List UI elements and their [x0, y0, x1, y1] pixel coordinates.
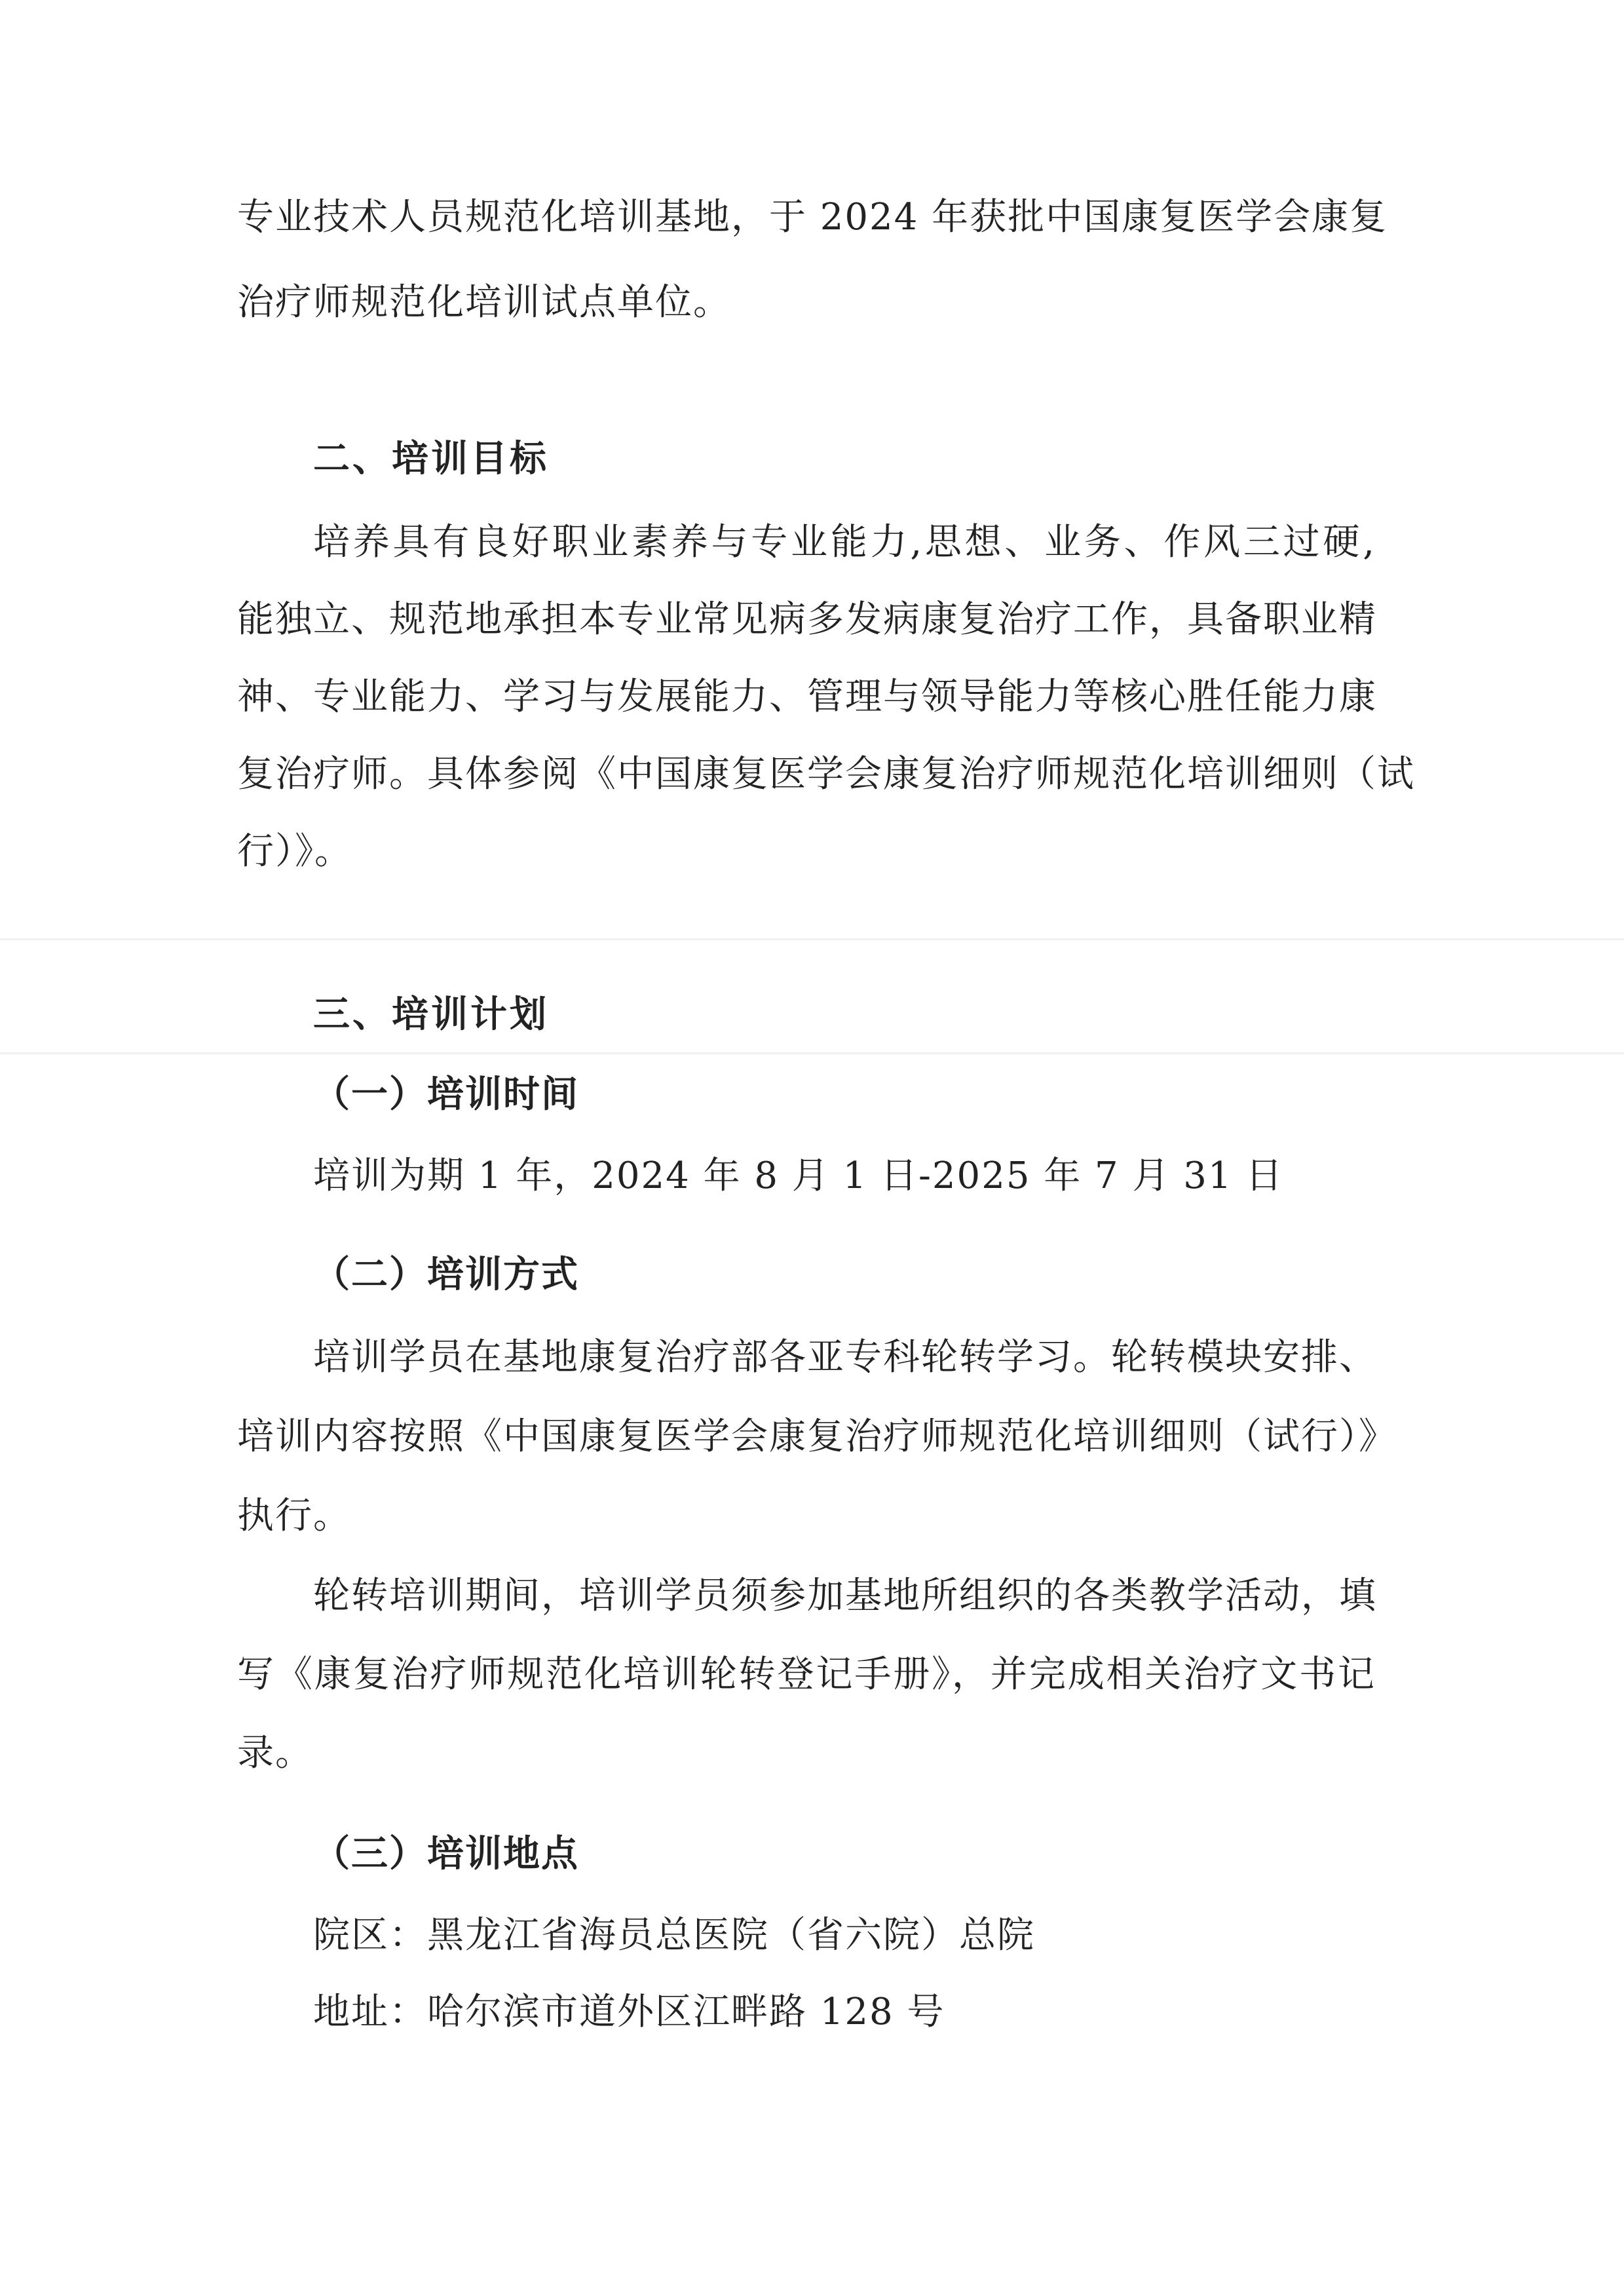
subheading-training-time: （一）培训时间	[313, 1073, 579, 1116]
intro-line-2: 治疗师规范化培训试点单位。	[237, 281, 731, 324]
scan-artifact-line	[0, 938, 1624, 940]
subheading-training-location: （三）培训地点	[313, 1833, 579, 1875]
subheading-training-method: （二）培训方式	[313, 1253, 579, 1296]
goals-line-5: 行）》。	[237, 830, 352, 873]
training-campus: 院区：黑龙江省海员总医院（省六院）总院	[313, 1914, 1035, 1957]
intro-line-1: 专业技术人员规范化培训基地，于 2024 年获批中国康复医学会康复	[237, 196, 1388, 239]
method-p2-line-1: 轮转培训期间，培训学员须参加基地所组织的各类教学活动，填	[313, 1575, 1377, 1617]
section-heading-training-plan: 三、培训计划	[313, 993, 549, 1036]
method-p2-line-3: 录。	[237, 1732, 313, 1774]
goals-line-1: 培养具有良好职业素养与专业能力,思想、业务、作风三过硬,	[313, 521, 1376, 564]
goals-line-4: 复治疗师。具体参阅《中国康复医学会康复治疗师规范化培训细则（试	[237, 753, 1415, 795]
method-p1-line-2: 培训内容按照《中国康复医学会康复治疗师规范化培训细则（试行）》	[237, 1415, 1397, 1458]
training-time-text: 培训为期 1 年，2024 年 8 月 1 日-2025 年 7 月 31 日	[313, 1155, 1284, 1197]
section-heading-training-goals: 二、培训目标	[313, 438, 549, 480]
goals-line-3: 神、专业能力、学习与发展能力、管理与领导能力等核心胜任能力康	[237, 676, 1377, 718]
goals-line-2: 能独立、规范地承担本专业常见病多发病康复治疗工作，具备职业精	[237, 598, 1377, 641]
training-address: 地址：哈尔滨市道外区江畔路 128 号	[313, 1991, 945, 2033]
method-p1-line-3: 执行。	[237, 1495, 351, 1537]
scan-artifact-line	[0, 1052, 1624, 1054]
method-p2-line-2: 写《康复治疗师规范化培训轮转登记手册》，并完成相关治疗文书记	[237, 1653, 1376, 1696]
method-p1-line-1: 培训学员在基地康复治疗部各亚专科轮转学习。轮转模块安排、	[313, 1336, 1377, 1379]
